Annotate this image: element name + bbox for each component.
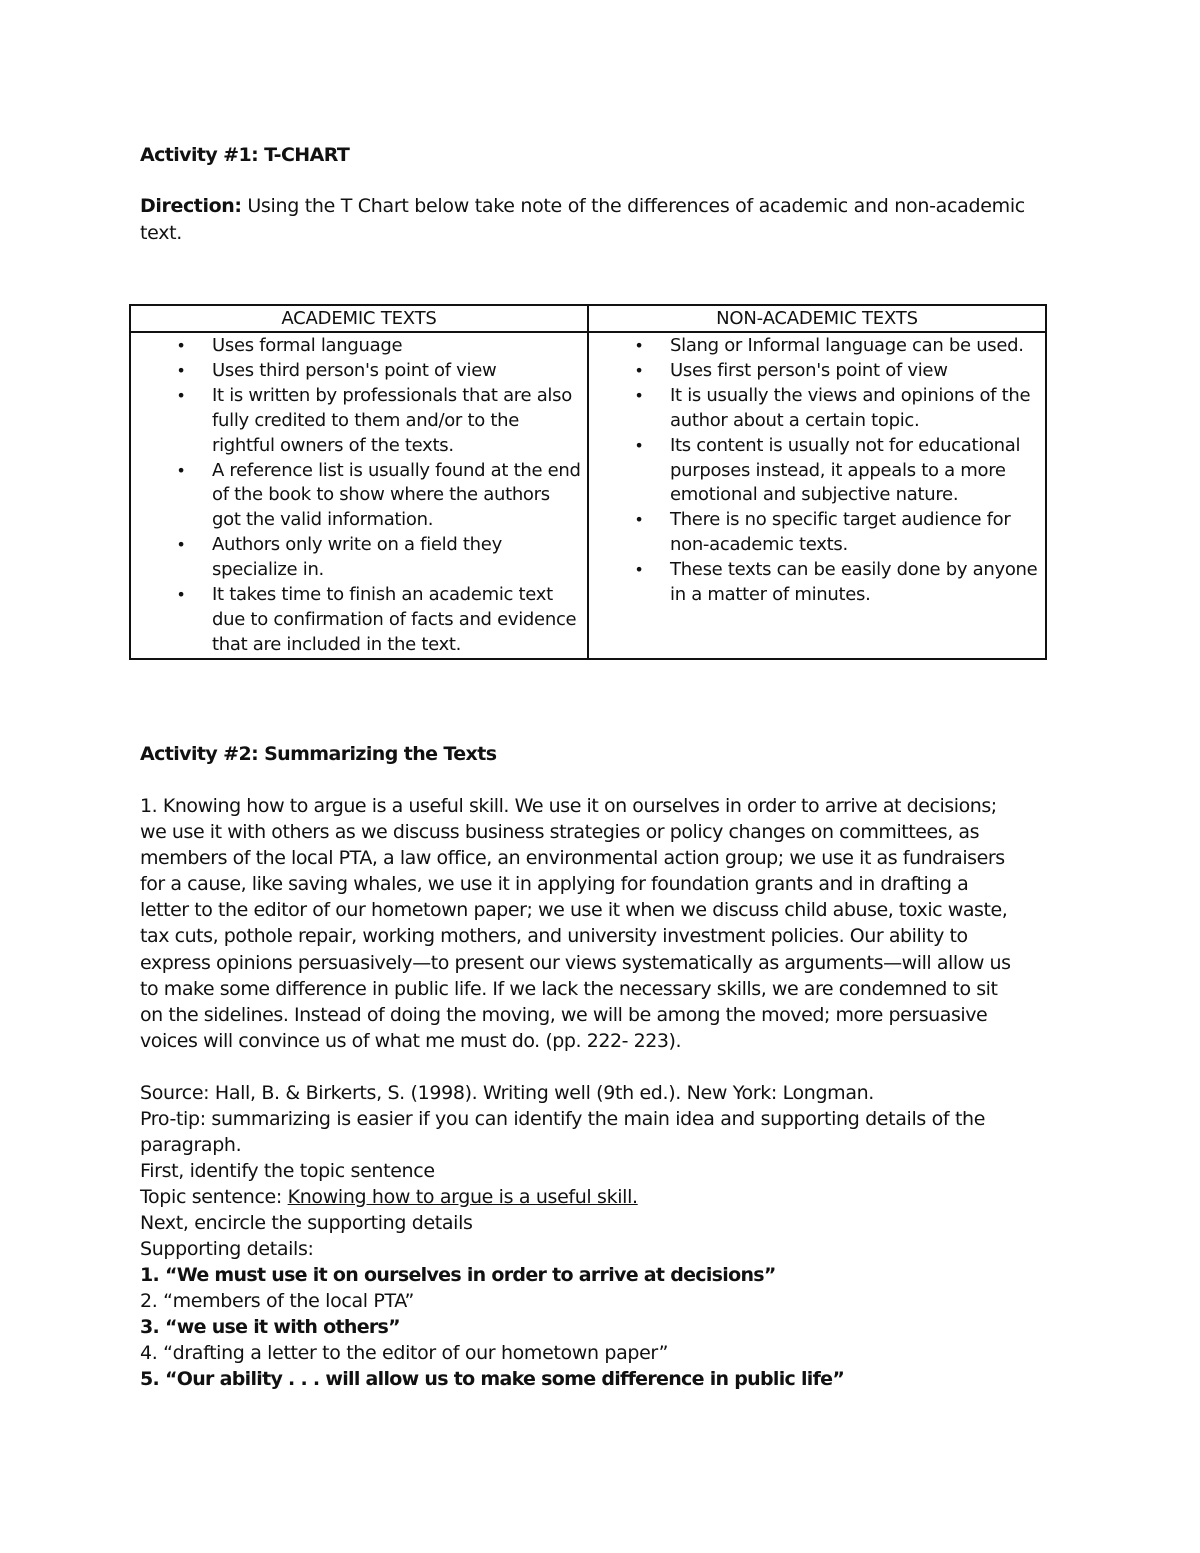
- direction-text: [140, 193, 1070, 247]
- protip-line: Pro-tip: summarizing is easier if you can identify the main idea and supporting details of the: [140, 1108, 986, 1130]
- supporting-detail: 5. “Our ability . . . will allow us to make some difference in public life”: [140, 1368, 845, 1390]
- t-chart-table: [129, 304, 1047, 660]
- non-academic-list: [589, 334, 1039, 608]
- bullet-icon: •: [634, 336, 644, 355]
- list-item: • Uses first person's point of view: [589, 359, 1039, 384]
- supporting-detail: 2. “members of the local PTA”: [140, 1290, 415, 1312]
- list-item: • It is usually the views and opinions of the author about a certain topic.: [634, 384, 1031, 431]
- list-item: • Authors only write on a field they specialize in.: [176, 534, 502, 581]
- paragraph-line: for a cause, like saving whales, we use it in applying for foundation grants and in drafting a: [140, 873, 969, 896]
- source-citation: Source: Hall, B. & Birkerts, S. (1998). Writing well (9th ed.). New York: Longman.: [140, 1082, 875, 1104]
- supporting-label: Supporting details:: [140, 1238, 314, 1260]
- non-academic-column: [588, 332, 1046, 659]
- paragraph-line: to make some difference in public life. If we lack the necessary skills, we are condemned to sit: [140, 977, 998, 1000]
- non-academic-header: NON-ACADEMIC TEXTS: [588, 305, 1046, 332]
- list-item: • Slang or Informal language can be used.: [589, 334, 1039, 359]
- summary-section: [140, 1080, 985, 1392]
- first-step: First, identify the topic sentence: [140, 1160, 435, 1182]
- bullet-icon: •: [176, 385, 186, 405]
- bullet-icon: •: [634, 385, 644, 405]
- topic-sentence-line: [140, 1184, 985, 1210]
- academic-list: [131, 334, 581, 658]
- paragraph-line: voices will convince us of what me must do. (pp. 222- 223).: [140, 1029, 682, 1052]
- supporting-detail: 3. “we use it with others”: [140, 1316, 400, 1338]
- academic-column: [130, 332, 588, 659]
- paragraph-line: tax cuts, pothole repair, working mothers, and university investment policies. Our ability to: [140, 925, 968, 948]
- direction-label: Direction:: [140, 195, 242, 217]
- list-item: • Uses formal language: [131, 334, 581, 359]
- supporting-detail: 4. “drafting a letter to the editor of our hometown paper”: [140, 1342, 669, 1364]
- bullet-icon: •: [176, 460, 186, 480]
- protip-line: paragraph.: [140, 1134, 242, 1156]
- bullet-icon: •: [176, 535, 186, 555]
- passage-paragraph: [140, 793, 1065, 1054]
- next-step: Next, encircle the supporting details: [140, 1212, 473, 1234]
- bullet-icon: •: [634, 360, 644, 380]
- list-item: • These texts can be easily done by anyone in a matter of minutes.: [634, 559, 1038, 606]
- supporting-detail: 1. “We must use it on ourselves in order to arrive at decisions”: [140, 1264, 776, 1286]
- bullet-icon: •: [176, 360, 186, 380]
- list-item: • It takes time to finish an academic text due to confirmation of facts and evidence that are included in the text.: [176, 584, 577, 655]
- list-item: • It is written by professionals that are also fully credited to them and/or to the rightful owners of the texts.: [176, 384, 572, 456]
- activity-2-title: Activity #2: Summarizing the Texts: [140, 743, 497, 765]
- topic-label: Topic sentence:: [140, 1186, 288, 1208]
- paragraph-line: letter to the editor of our hometown paper; we use it when we discuss child abuse, toxic waste,: [140, 899, 1008, 922]
- bullet-icon: •: [634, 510, 644, 530]
- paragraph-line: express opinions persuasively—to present our views systematically as arguments—will allow us: [140, 951, 1011, 974]
- activity-1-title: Activity #1: T-CHART: [140, 144, 350, 166]
- bullet-icon: •: [176, 336, 186, 355]
- paragraph-line: on the sidelines. Instead of doing the moving, we will be among the moved; more persuasive: [140, 1003, 988, 1026]
- list-item: • Its content is usually not for educational purposes instead, it appeals to a more emotional and subjective nature.: [634, 434, 1021, 506]
- academic-header: ACADEMIC TEXTS: [130, 305, 588, 332]
- topic-sentence: Knowing how to argue is a useful skill.: [287, 1186, 638, 1208]
- bullet-icon: •: [634, 560, 644, 580]
- bullet-icon: •: [634, 435, 644, 455]
- paragraph-line: members of the local PTA, a law office, an environmental action group; we use it as fundraisers: [140, 847, 1005, 870]
- list-item: • There is no specific target audience for non-academic texts.: [634, 509, 1011, 556]
- list-item: • A reference list is usually found at the end of the book to show where the authors got the valid information.: [176, 459, 581, 531]
- paragraph-line: 1. Knowing how to argue is a useful skill. We use it on ourselves in order to arrive at decisions;: [140, 795, 997, 817]
- list-item: • Uses third person's point of view: [131, 359, 581, 384]
- paragraph-line: we use it with others as we discuss business strategies or policy changes on committees, as: [140, 821, 980, 844]
- bullet-icon: •: [176, 585, 186, 605]
- direction-body: Using the T Chart below take note of the differences of academic and non-academic text.: [140, 195, 1025, 244]
